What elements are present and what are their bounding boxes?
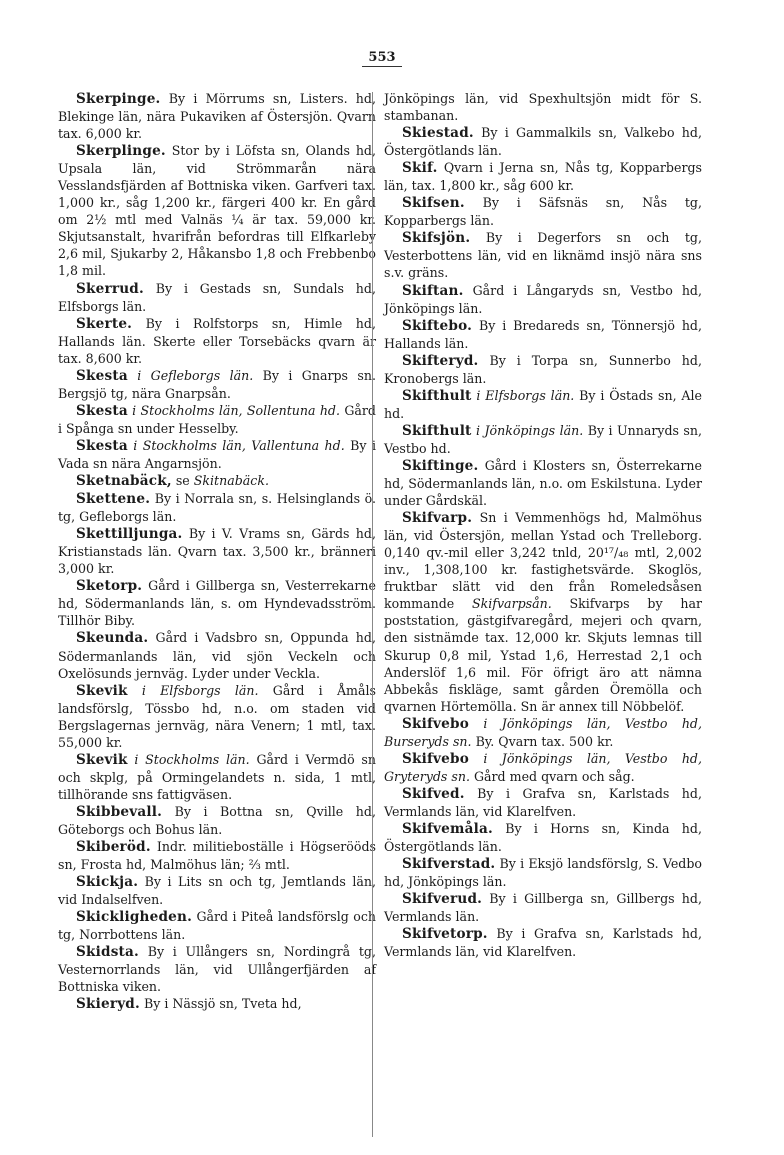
entry-headword: Skiestad. (402, 125, 474, 142)
entry (384, 715, 702, 750)
entry (58, 472, 376, 490)
entry-headword: Skifthult (402, 422, 472, 439)
entry-location: i Jönköpings län, Vestbo hd, Burseryds sn. (384, 715, 702, 749)
entry-text: By i Horns sn, Kinda hd, Östergötlands län. (384, 820, 702, 855)
entry-text: By i Rolfstorps sn, Himle hd, Hallands län. Skerte eller Torsebäcks qvarn är tax. 8,600 kr. (58, 315, 376, 366)
entry-text: By i Ullångers sn, Nordingrå tg, Vesternorrlands län, vid Ullångerfjärden af Bottniska viken. (58, 944, 376, 995)
entry-headword: Skifsjön. (402, 230, 471, 247)
column-divider (372, 92, 373, 1137)
entry-text: By i Bottna sn, Qville hd, Göteborgs och Bohus län. (58, 803, 376, 837)
entry-text: By i Nässjö sn, Tveta hd, (143, 996, 302, 1012)
entry-headword: Skevik (76, 682, 128, 699)
entry-location: Skifvarpsån. (472, 596, 552, 612)
entry-headword: Skiftebo. (402, 317, 473, 334)
entry-headword: Skettilljunga. (76, 526, 183, 543)
entry-text: By i Lits sn och tg, Jemtlands län, vid Indalselfven. (58, 874, 376, 908)
entry-text: By i Östads sn, Ale hd. (384, 387, 702, 421)
entry (58, 490, 376, 525)
entry-headword: Skifteryd. (402, 352, 479, 369)
entry (58, 90, 376, 142)
entry-headword: Skeunda. (76, 630, 149, 647)
entry-location: i Elfsborgs län. (476, 387, 575, 403)
entry (58, 402, 376, 437)
entry-text: By i Norrala sn, s. Helsinglands ö. tg, Gefleborgs län. (58, 491, 376, 525)
entry-headword: Skesta (76, 437, 128, 454)
entry (58, 873, 376, 908)
entry-text: Stor by i Löfsta sn, Olands hd, Upsala län, vid Strömmarån nära Vesslandsfjärden af Bottniska viken. Garfveri tax. 1,000 kr., såg 1,200 kr., färgeri 400 kr. En gård om 2½ mtl med Valnäs ¼ är tax. 59,000 kr. Skjutsanstalt, hvarifrån befordras till Elfkarleby 2,6 mil, Sjukarby 2, Håkansbo 1,8 och Frebbenbo 1,8 mil. (58, 143, 376, 279)
entry-text: By i Bredareds sn, Tönnersjö hd, Hallands län. (384, 317, 702, 351)
entry (384, 282, 702, 317)
entry-text: By i Gammalkils sn, Valkebo hd, Östergötlands län. (384, 125, 702, 159)
entry-text: Gård i Spånga sn under Hesselby. (58, 402, 376, 436)
entry-text: By i Degerfors sn och tg, Vesterbottens län, vid en liknämd insjö nära sns s.v. gräns. (384, 230, 702, 281)
entry-headword: Skerte. (76, 315, 133, 332)
entry-text: By i Grafva sn, Karlstads hd, Vermlands län, vid Klarelfven. (384, 785, 702, 819)
entry-location: i Elfsborgs län. (141, 682, 259, 698)
entry (58, 367, 376, 402)
entry-headword: Skifvetorp. (402, 926, 488, 943)
entry-headword: Skifvebo (402, 750, 469, 767)
entry-text: Gård i Klosters sn, Österrekarne hd, Södermanlands län, n.o. om Eskilstuna. Lyder under Gårdskäl. (384, 457, 702, 509)
entry-text: By i Unnaryds sn, Vestbo hd. (384, 422, 702, 456)
entry-headword: Skesta (76, 402, 128, 419)
entry (384, 317, 702, 352)
entry-text: By i Grafva sn, Karlstads hd, Vermlands län, vid Klarelfven. (384, 926, 702, 960)
entry-text: Gård i Åmåls landsförslg, Tössbo hd, n.o. om staden vid Bergslagernas jernväg, nära Venern; 1 mtl, tax. 55,000 kr. (58, 682, 376, 750)
entry-text: Gård i Gillberga sn, Vesterrekarne hd, Södermanlands län, s. om Hyndevadsström. Tillhör Biby. (58, 578, 376, 629)
entry-headword: Skifvarp. (402, 510, 473, 527)
entry (58, 751, 376, 803)
entry-headword: Skifved. (402, 785, 465, 802)
entry (384, 194, 702, 229)
entry-text: Gård i Vermdö sn och skplg, på Ormingelandets n. sida, 1 mtl, tillhörande sns fattigväsen. (58, 751, 376, 802)
right-column (384, 90, 702, 960)
entry (58, 803, 376, 838)
entry-headword: Skifsen. (402, 195, 465, 212)
entry-text: By i Säfsnäs sn, Nås tg, Kopparbergs län. (384, 195, 702, 229)
entry-text: Gård i Piteå landsförslg och tg, Norrbottens län. (58, 909, 376, 943)
entry-location: i Jönköpings län, Vestbo hd, Gryteryds sn. (384, 750, 702, 784)
entry (58, 437, 376, 472)
entry (384, 457, 702, 509)
entry-text: By i Torpa sn, Sunnerbo hd, Kronobergs län. (384, 352, 702, 386)
left-column (58, 90, 376, 1013)
entry (58, 995, 376, 1013)
entry (384, 124, 702, 159)
entry-text: By i Vada sn nära Angarnsjön. (58, 437, 376, 471)
entry-headword: Skiftinge. (402, 457, 479, 474)
entry-text: Jönköpings län, vid Spexhultsjön midt för S. stambanan. (384, 91, 702, 124)
entry-text: By i Gillberga sn, Gillbergs hd, Vermlands län. (384, 891, 702, 925)
entry-headword: Skerplinge. (76, 143, 166, 160)
entry-headword: Skerpinge. (76, 91, 161, 107)
entry-headword: Skifverud. (402, 891, 483, 908)
entry (384, 820, 702, 855)
entry-text: By i Gestads sn, Sundals hd, Elfsborgs län. (58, 280, 376, 314)
entry (58, 142, 376, 279)
entry (58, 577, 376, 629)
entry (58, 682, 376, 751)
entry (58, 908, 376, 943)
entry-text: By. Qvarn tax. 500 kr. (475, 733, 614, 749)
entry-text: By i Gnarps sn. Bergsjö tg, nära Gnarpsån. (58, 367, 376, 401)
entry-headword: Skifverstad. (402, 856, 496, 873)
entry (384, 509, 702, 715)
entry (384, 159, 702, 194)
entry-text: Gård i Vadsbro sn, Oppunda hd, Södermanlands län, vid sjön Veckeln och Oxelösunds jernväg. Lyder under Veckla. (58, 630, 376, 681)
entry (58, 629, 376, 681)
entry-location: i Stockholms län, Sollentuna hd. (132, 402, 340, 418)
entry-headword: Skettene. (76, 491, 151, 508)
entry (384, 90, 702, 124)
entry-headword: Skidsta. (76, 944, 139, 961)
entry-headword: Skickligheden. (76, 909, 193, 926)
entry-location: i Gefleborgs län. (137, 367, 254, 383)
entry-location: i Stockholms län, Vallentuna hd. (133, 437, 345, 453)
entry (384, 925, 702, 960)
entry (384, 387, 702, 422)
entry (384, 855, 702, 890)
entry (58, 525, 376, 577)
entry-text: Qvarn i Jerna sn, Nås tg, Kopparbergs län, tax. 1,800 kr., såg 600 kr. (384, 160, 702, 194)
entry-text: Gård i Långaryds sn, Vestbo hd, Jönköpings län. (384, 282, 702, 316)
entry-location: Skitnabäck. (193, 473, 269, 489)
page-number: 553 (362, 50, 402, 67)
entry (384, 422, 702, 457)
entry-text: Gård med qvarn och såg. (473, 768, 635, 784)
entry-text: Skifvarps by har poststation, gästgifvaregård, mejeri och qvarn, den sistnämde tax. 12,000 kr. Skjuts lemnas till Skurup 0,8 mil, Ystad 1,6, Herrestad 2,1 och Anderslöf 1,6 mil. För öfrigt äro att nämna Abbekås fiskläge, samt gården Öremölla och qvarnen Hörtemölla. Sn är annex till Nöbbelöf. (384, 596, 702, 714)
entry-location: i Jönköpings län. (476, 422, 584, 438)
entry-location: i Stockholms län. (134, 751, 250, 767)
entry-headword: Skif. (402, 160, 438, 177)
entry (58, 280, 376, 315)
entry-headword: Skibbevall. (76, 803, 163, 820)
entry-headword: Skiberöd. (76, 839, 151, 856)
entry-text: se (175, 473, 190, 489)
entry-text: By i Mörrums sn, Listers. hd, Blekinge län, nära Pukaviken af Östersjön. Qvarn tax. 6,000 kr. (58, 91, 376, 142)
entry (58, 838, 376, 873)
entry-text: Sn i Vemmenhögs hd, Malmöhus län, vid Östersjön, mellan Ystad och Trelleborg. 0,140 qv.-mil eller 3,242 tnld, 20¹⁷/₄₈ mtl, 2,002 inv., 1,308,100 kr. fastighetsvärde. Skoglös, fruktbar slätt vid den från Romeledsåsen kommande (384, 510, 702, 612)
entry (384, 785, 702, 820)
entry-headword: Skiftan. (402, 282, 464, 299)
entry-headword: Skevik (76, 751, 128, 768)
entry (384, 352, 702, 387)
entry-headword: Skifvemåla. (402, 820, 493, 837)
entry (58, 315, 376, 367)
entry-headword: Sketnabäck, (76, 473, 172, 490)
entry (384, 750, 702, 785)
entry-headword: Sketorp. (76, 578, 143, 595)
entry-headword: Skifvebo (402, 715, 469, 732)
entry-text: Indr. militieboställe i Högserööds sn, Frosta hd, Malmöhus län; ⅔ mtl. (58, 839, 376, 873)
entry-headword: Skieryd. (76, 996, 140, 1013)
entry-headword: Skerrud. (76, 280, 144, 297)
entry-headword: Skickja. (76, 874, 139, 891)
entry-text: By i Eksjö landsförslg, S. Vedbo hd, Jönköpings län. (384, 856, 702, 890)
entry-text: By i V. Vrams sn, Gärds hd, Kristianstads län. Qvarn tax. 3,500 kr., bränneri 3,000 kr. (58, 526, 376, 577)
entry (384, 890, 702, 925)
entry-headword: Skesta (76, 367, 128, 384)
entry (58, 943, 376, 995)
entry-headword: Skifthult (402, 387, 472, 404)
entry (384, 229, 702, 281)
